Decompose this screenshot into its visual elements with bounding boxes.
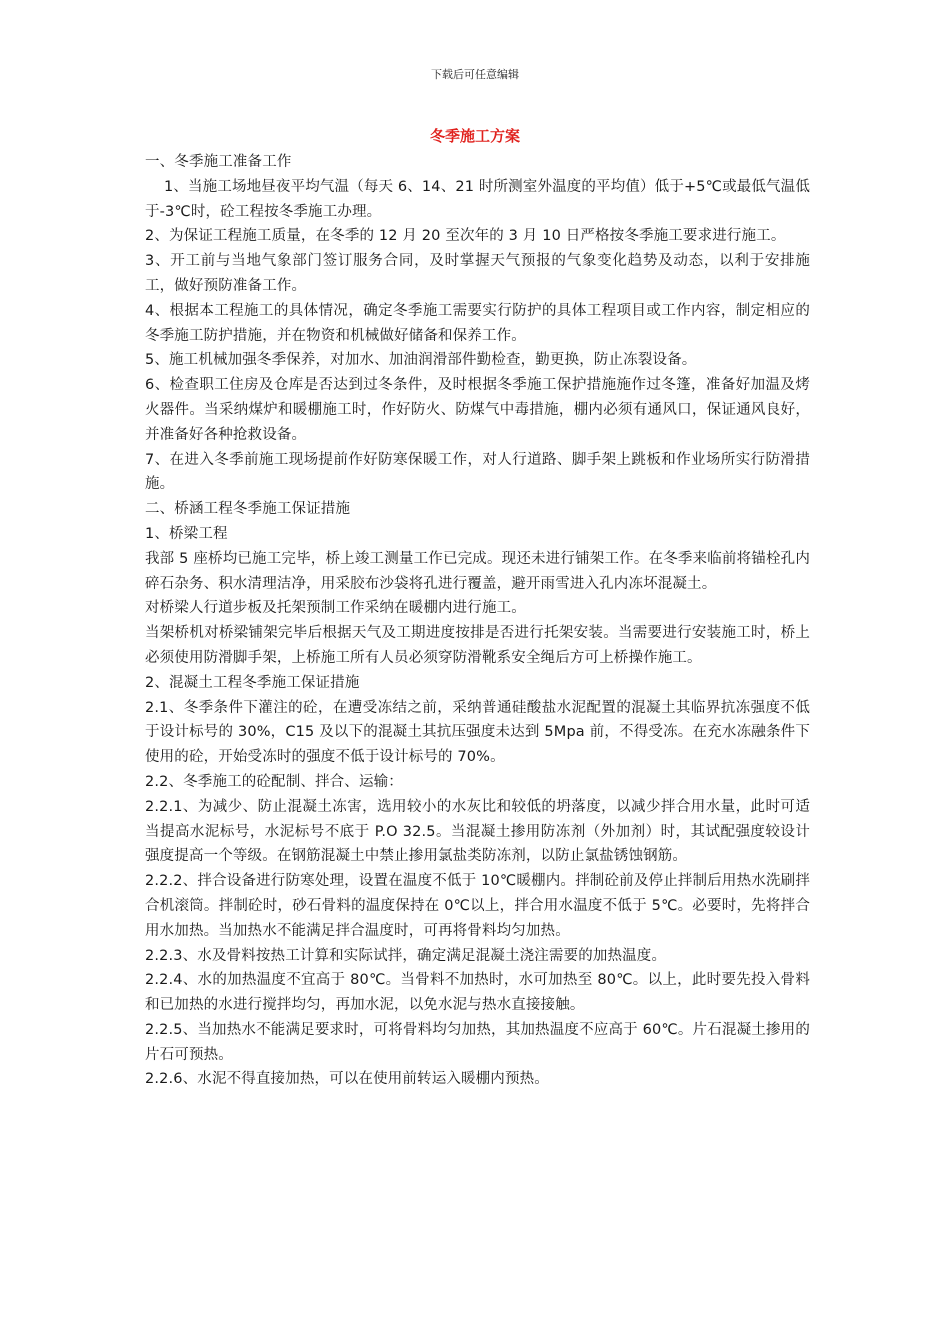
paragraph: 4、根据本工程施工的具体情况，确定冬季施工需要实行防护的具体工程项目或工作内容，制定相应的冬季施工防护措施，并在物资和机械做好储备和保养工作。 — [145, 302, 810, 344]
paragraph: 2.2.6、水泥不得直接加热，可以在使用前转运入暖棚内预热。 — [145, 1071, 549, 1088]
paragraph: 对桥梁人行道步板及托架预制工作采纳在暖棚内进行施工。 — [145, 600, 526, 617]
paragraph: 1、当施工场地昼夜平均气温（每天 6、14、21 时所测室外温度的平均值）低于+5℃或最低气温低于-3℃时，砼工程按冬季施工办理。 — [145, 178, 810, 220]
paragraph: 7、在进入冬季前施工现场提前作好防寒保暖工作，对人行道路、脚手架上跳板和作业场所实行防滑措施。 — [145, 451, 810, 493]
document-body — [145, 150, 810, 1092]
paragraph: 2.2.3、水及骨料按热工计算和实际试拌，确定满足混凝土浇注需要的加热温度。 — [145, 947, 667, 964]
page-header-note: 下载后可任意编辑 — [431, 68, 519, 81]
subsection-heading: 2、混凝土工程冬季施工保证措施 — [145, 674, 360, 691]
paragraph: 2.2、冬季施工的砼配制、拌合、运输： — [145, 773, 403, 790]
paragraph: 2.1、冬季条件下灌注的砼，在遭受冻结之前，采纳普通硅酸盐水泥配置的混凝土其临界抗冻强度不低于设计标号的 30%，C15 及以下的混凝土其抗压强度未达到 5Mpa 前，不得受冻。在充水冻融条件下使用的砼，开始受冻时的强度不低于设计标号的 70%。 — [145, 699, 810, 766]
paragraph: 2、为保证工程施工质量，在冬季的 12 月 20 至次年的 3 月 10 日严格按冬季施工要求进行施工。 — [145, 228, 786, 245]
paragraph: 我部 5 座桥均已施工完毕，桥上竣工测量工作已完成。现还未进行铺架工作。在冬季来临前将锚栓孔内碎石杂务、积水清理洁净，用采胶布沙袋将孔进行覆盖，避开雨雪进入孔内冻坏混凝土。 — [145, 550, 810, 592]
paragraph: 2.2.2、拌合设备进行防寒处理，设置在温度不低于 10℃暖棚内。拌制砼前及停止拌制后用热水洗刷拌合机滚筒。拌制砼时，砂石骨料的温度保持在 0℃以上，拌合用水温度不低于 5℃。必要时，先将拌合用水加热。当加热水不能满足拌合温度时，可再将骨料均匀加热。 — [145, 873, 810, 939]
paragraph: 2.2.1、为减少、防止混凝土冻害，选用较小的水灰比和较低的坍落度，以减少拌合用水量，此时可适当提高水泥标号，水泥标号不底于 P.O 32.5。当混凝土掺用防冻剂（外加剂）时，其试配强度较设计强度提高一个等级。在钢筋混凝土中禁止掺用氯盐类防冻剂，以防止氯盐锈蚀钢筋。 — [145, 798, 810, 865]
paragraph: 2.2.4、水的加热温度不宜高于 80℃。当骨料不加热时，水可加热至 80℃。以上，此时要先投入骨料和已加热的水进行搅拌均匀，再加水泥，以免水泥与热水直接接触。 — [145, 972, 810, 1014]
paragraph: 3、开工前与当地气象部门签订服务合同，及时掌握天气预报的气象变化趋势及动态，以利于安排施工，做好预防准备工作。 — [145, 253, 810, 294]
subsection-heading: 1、桥梁工程 — [145, 525, 228, 542]
paragraph: 6、检查职工住房及仓库是否达到过冬条件，及时根据冬季施工保护措施施作过冬篷，准备好加温及烤火器件。当采纳煤炉和暖棚施工时，作好防火、防煤气中毒措施，棚内必须有通风口，保证通风良好，并准备好各种抢救设备。 — [145, 377, 810, 443]
paragraph: 当架桥机对桥梁铺架完毕后根据天气及工期进度按排是否进行托架安装。当需要进行安装施工时，桥上必须使用防滑脚手架，上桥施工所有人员必须穿防滑靴系安全绳后方可上桥操作施工。 — [145, 625, 810, 666]
section-heading: 二、桥涵工程冬季施工保证措施 — [145, 501, 351, 518]
paragraph: 5、施工机械加强冬季保养，对加水、加油润滑部件勤检查，勤更换，防止冻裂设备。 — [145, 352, 697, 369]
paragraph: 2.2.5、当加热水不能满足要求时，可将骨料均匀加热，其加热温度不应高于 60℃。片石混凝土掺用的片石可预热。 — [145, 1021, 810, 1063]
document-title: 冬季施工方案 — [429, 127, 520, 145]
section-heading: 一、冬季施工准备工作 — [145, 154, 292, 170]
